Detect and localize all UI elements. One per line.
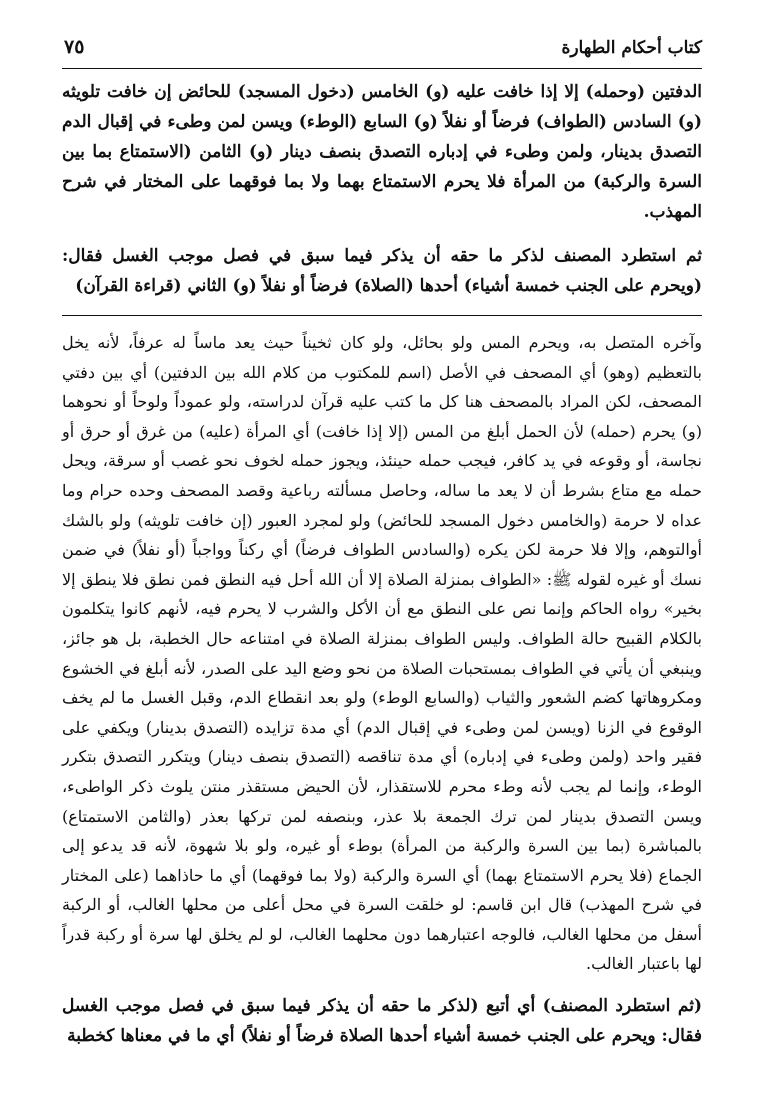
running-title: كتاب أحكام الطهارة xyxy=(561,38,702,58)
main-text-paragraph-1: الدفتين (وحمله) إلا إذا خافت عليه (و) الخامس (دخول المسجد) للحائض إن خافت تلويثه (و) السادس (الطواف) فرضاً أو نفلاً (و) السابع (الوطء) ويسن لمن وطىء في إقبال الدم التصدق بدينار، ولمن وطىء في إدباره التصدق بنصف دينار (و) الثامن (الاستمتاع بما بين السرة والركبة) من المرأة فلا يحرم الاستمتاع بهما ولا بما فوقهما على المختار في شرح المهذب. xyxy=(62,82,702,222)
main-text xyxy=(62,77,702,301)
section-divider xyxy=(62,315,702,316)
page-header xyxy=(62,30,702,69)
book-page xyxy=(62,30,702,1051)
commentary-paragraph-1: وآخره المتصل به، ويحرم المس ولو بحائل، ولو كان ثخيناً حيث يعد ماساً له عرفاً، لأنه يخل بالتعظيم (وهو) أي المصحف في الأصل (اسم للمكتوب من كلام الله بين الدفتين) أي بين دفتي المصحف، لكن المراد بالمصحف هنا كل ما كتب عليه قرآن لدراسته، ولو عموداً ولوحاً أو نحوهما (و) يحرم (حمله) لأن الحمل أبلغ من المس (إلا إذا خافت) أي المرأة (عليه) من غرق أو حرق أو نجاسة، أو وقوعه في يد كافر، فيجب حمله حينئذ، ويجوز حمله لخوف نحو غصب أو سرقة، ويحل حمله مع متاع بشرط أن لا يعد ما ساله، وحاصل مسألته رباعية وقصد المصحف وحده حرام وما عداه لا حرمة (والخامس دخول المسجد للحائض) ولو لمجرد العبور (إن خافت تلويثه) ولو بالشك أوالتوهم، وإلا فلا حرمة لكن يكره (والسادس الطواف فرضاً) أي ركناً وواجباً (أو نفلاً) في ضمن نسك أو غيره لقوله ﷺ: «الطواف بمنزلة الصلاة إلا أن الله أحل فيه النطق فمن نطق فلا ينطق إلا بخير» رواه الحاكم وإنما نص على النطق مع أن الأكل والشرب لا يحرم فيه، لأنهم كانوا يتكلمون بالكلام القبيح حالة الطواف. وليس الطواف بمنزلة الصلاة في امتناعه حال الخطبة، بل هو جائز، وينبغي أن يأتي في الطواف بمستحبات الصلاة من نحو وضع اليد على الصدر، لأنه أبلغ في الخشوع ومكروهاتها كضم الشعور والثياب (والسابع الوطء) ولو بعد انقطاع الدم، وقبل الغسل ما لم يخف الوقوع في الزنا (ويسن لمن وطىء في إقبال الدم) أي مدة تزايده (التصدق بدينار) ويكفي على فقير واحد (ولمن وطىء في إدباره) أي مدة تناقصه (التصدق بنصف دينار) ويتكرر التصدق بتكرر الوطء، وإنما لم يجب لأنه وطء محرم للاستقذار، لأن الحيض مستقذر منتن يلوث ذكر الواطىء، ويسن التصدق بدينار لمن ترك الجمعة بلا عذر، وبنصفه لمن تركها بعذر (والثامن الاستمتاع) بالمباشرة (بما بين السرة والركبة من المرأة) بوطء أو غيره، ولو بلا شهوة، لأنه قد يدعو إلى الجماع (فلا يحرم الاستمتاع بهما) أي السرة والركبة (ولا بما فوقهما) أي ما حاذاهما (على المختار في شرح المهذب) قال ابن قاسم: لو خلقت السرة في محل أعلى من محلها الغالب، أو الركبة أسفل من محلها الغالب، فالوجه اعتبارهما دون محلهما الغالب، لو لم يخلق لها سرة أو ركبة قدراً لها باعتبار الغالب. xyxy=(62,333,703,974)
continuation-text xyxy=(62,991,702,1051)
continuation-paragraph-1: (ثم استطرد المصنف) أي أتبع (لذكر ما حقه أن يذكر فيما سبق في فصل موجب الغسل فقال: ويحرم على الجنب خمسة أشياء أحدها الصلاة فرضاً أو نفلاً) أي ما في معناها كخطبة xyxy=(62,996,702,1047)
page-number: ٧٥ xyxy=(64,36,85,58)
main-text-paragraph-2: ثم استطرد المصنف لذكر ما حقه أن يذكر فيما سبق في فصل موجب الغسل فقال: (ويحرم على الجنب خمسة أشياء) أحدها (الصلاة) فرضاً أو نفلاً (و) الثاني (قراءة القرآن) xyxy=(62,246,702,296)
commentary-text xyxy=(62,328,702,979)
